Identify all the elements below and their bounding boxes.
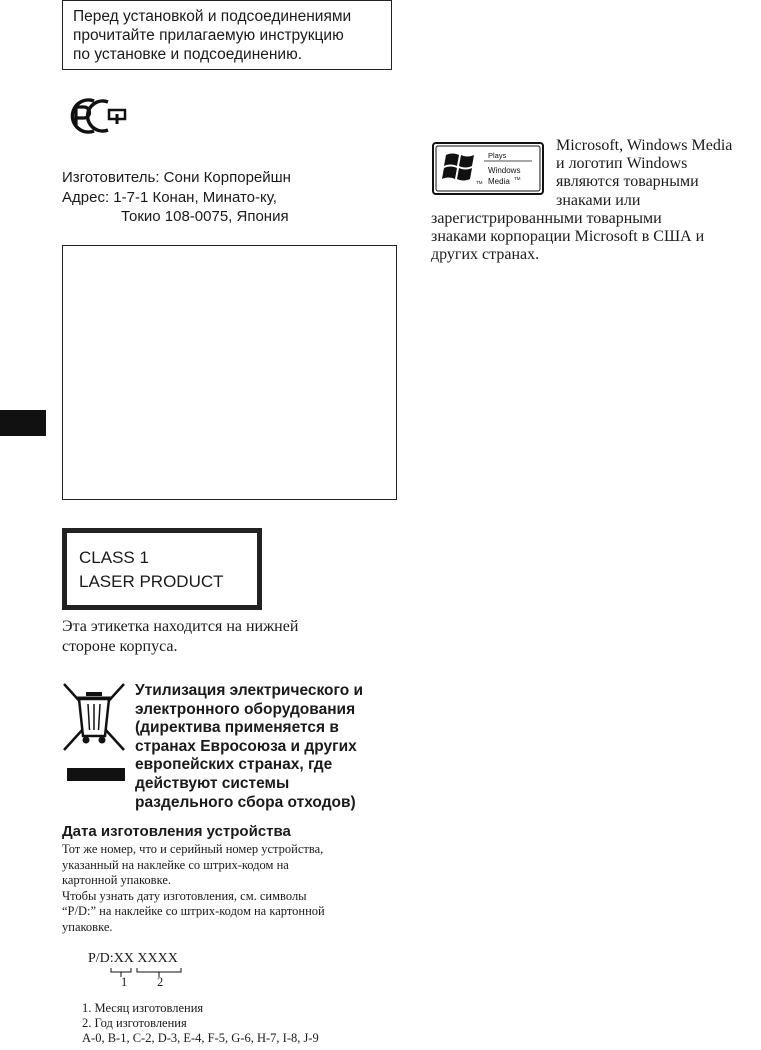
legend-line: 1. Месяц изготовления xyxy=(82,1001,204,1015)
paragraph-line: Тот же номер, что и серийный номер устройства, xyxy=(62,842,324,856)
pd-marker-2: 2 xyxy=(157,975,164,989)
address-row xyxy=(62,188,291,208)
notice-line: Перед установкой и подсоединениями xyxy=(73,8,352,25)
manufacturer-info xyxy=(62,168,291,227)
trademark-line: других странах. xyxy=(431,246,540,264)
label-location-note xyxy=(62,617,298,657)
notice-line: по установке и подсоединению. xyxy=(73,46,303,63)
pd-month-code: XX xyxy=(113,951,134,966)
section-tab-marker xyxy=(0,410,46,436)
blank-frame xyxy=(62,245,397,500)
note-line: стороне корпуса. xyxy=(62,638,178,655)
trademark-notice-top xyxy=(556,137,732,210)
weee-title-line: электронного оборудования xyxy=(135,700,356,718)
weee-disposal-heading xyxy=(135,682,363,812)
installation-notice-box xyxy=(62,0,392,70)
weee-title-line: странах Евросоюза и других xyxy=(135,737,357,755)
weee-title-line: действуют системы xyxy=(135,774,290,792)
trademark-line: и логотип Windows xyxy=(556,155,688,173)
address-line-1: 1-7-1 Конан, Минато-ку, xyxy=(113,188,277,206)
plays-windows-media-logo xyxy=(432,142,544,195)
trademark-line: знаками корпорации Microsoft в США и xyxy=(431,228,705,246)
weee-title-line: Утилизация электрического и xyxy=(135,682,364,699)
gost-certification-icon xyxy=(64,95,128,137)
pd-prefix: P/D: xyxy=(88,951,114,966)
legend-line: A-0, B-1, C-2, D-3, E-4, F-5, G-6, H-7, I-8, J-9 xyxy=(82,1031,319,1045)
laser-product-line: LASER PRODUCT xyxy=(79,572,224,591)
pd-code-example xyxy=(88,951,178,967)
trademark-line: зарегистрированными товарными xyxy=(431,210,662,227)
laser-class-line: CLASS 1 xyxy=(79,548,149,567)
pd-marker-1: 1 xyxy=(121,975,128,989)
logo-media-text: Media xyxy=(488,177,510,186)
pd-year-code: XXXX xyxy=(137,951,178,966)
manufacturer-label: Изготовитель: xyxy=(62,169,160,186)
logo-windows-text: Windows xyxy=(488,166,521,175)
paragraph-line: указанный на наклейке со штрих-кодом на xyxy=(62,857,289,872)
logo-flag-tm-text: TM xyxy=(476,180,483,185)
trademark-line: знаками или xyxy=(556,191,641,209)
trademark-notice-bottom xyxy=(431,210,704,265)
note-line: Эта этикетка находится на нижней xyxy=(62,618,299,635)
weee-title-line: (директива применяется в xyxy=(135,719,339,737)
pd-legend xyxy=(82,1001,319,1046)
weee-title-line: раздельного сбора отходов) xyxy=(135,793,356,811)
manufacturer-name: Сони Корпорейшн xyxy=(163,169,291,186)
paragraph-line: “P/D:” на наклейке со штрих-кодом на картонной xyxy=(62,904,325,918)
production-date-heading: Дата изготовления устройства xyxy=(62,823,291,840)
legend-line: 2. Год изготовления xyxy=(82,1016,187,1030)
trademark-line: Microsoft, Windows Media xyxy=(556,137,733,154)
paragraph-line: упаковке. xyxy=(62,919,113,934)
logo-tm-text: TM xyxy=(514,176,521,181)
paragraph-line: Чтобы узнать дату изготовления, см. символы xyxy=(62,888,307,903)
laser-class-label xyxy=(62,528,262,610)
crossed-out-bin-icon xyxy=(62,682,126,752)
weee-underbar xyxy=(67,768,125,781)
weee-title-line: европейских странах, где xyxy=(135,756,333,774)
paragraph-line: картонной упаковке. xyxy=(62,873,172,887)
address-label: Адрес: xyxy=(62,188,110,206)
trademark-line: являются товарными xyxy=(556,173,699,191)
manufacturer-row xyxy=(62,168,291,188)
notice-line: прочитайте прилагаемую инструкцию xyxy=(73,27,344,44)
address-line-2: Токио 108-0075, Япония xyxy=(121,208,289,225)
production-date-paragraph xyxy=(62,842,325,935)
logo-plays-text: Plays xyxy=(488,151,507,160)
